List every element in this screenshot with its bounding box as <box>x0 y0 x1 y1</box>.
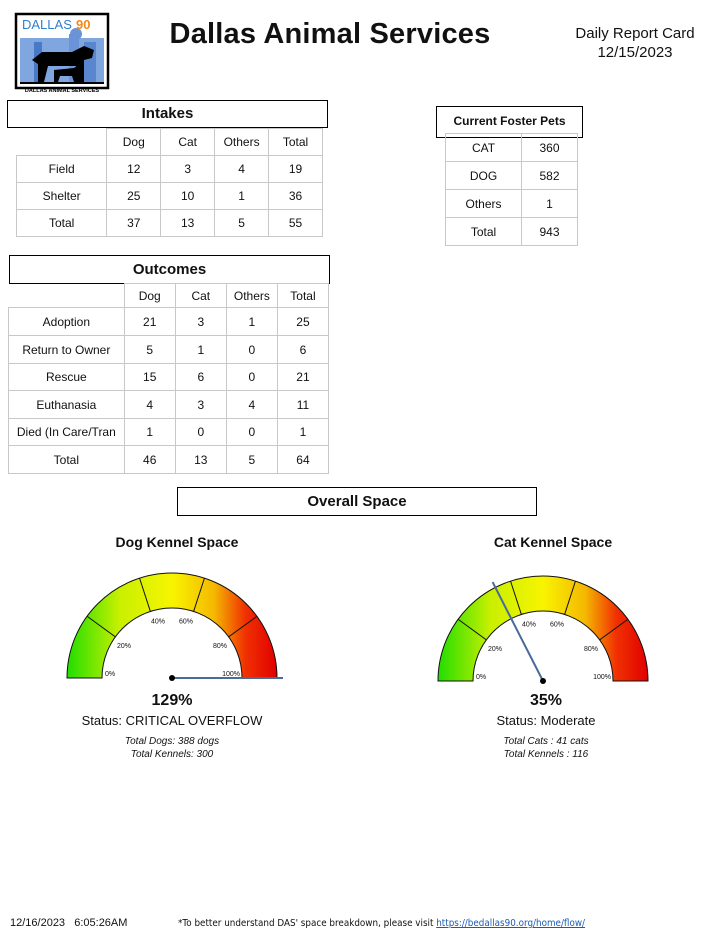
cell: 0 <box>226 419 277 446</box>
dog-percent: 129% <box>151 692 193 709</box>
logo-90-text: 90 <box>76 17 91 32</box>
row-label: Died (In Care/Tran <box>9 419 125 446</box>
gauge-tick-label: 80% <box>212 643 228 651</box>
table-row <box>9 446 329 474</box>
table-row <box>9 364 329 391</box>
header-blank <box>9 284 125 308</box>
cell: 943 <box>522 218 578 246</box>
row-label: Adoption <box>9 308 125 336</box>
table-row <box>17 210 323 237</box>
cell: 5 <box>226 446 277 474</box>
gauge-tick-label: 40% <box>150 618 166 626</box>
dog-kennel-title: Dog Kennel Space <box>115 534 239 550</box>
gauge-tick-label: 0% <box>105 671 116 678</box>
cell: 1 <box>124 419 175 446</box>
col-header: Others <box>215 129 269 156</box>
foster-title: Current Foster Pets <box>436 106 583 138</box>
cell: 3 <box>175 308 226 336</box>
outcomes-title: Outcomes <box>9 255 330 284</box>
cat-percent: 35% <box>529 692 563 709</box>
overall-space-title: Overall Space <box>177 487 537 516</box>
dog-status: Status: CRITICAL OVERFLOW <box>81 713 263 728</box>
table-row <box>9 308 329 336</box>
logo-dallas-text: DALLAS <box>22 17 72 32</box>
cat-kennel-gauge <box>431 568 661 693</box>
gauge-tick-label: 20% <box>487 646 503 654</box>
cell: 4 <box>226 391 277 419</box>
cat-total: Total Cats : 41 cats <box>503 736 589 747</box>
cell: 21 <box>277 364 328 391</box>
row-label: DOG <box>446 162 522 190</box>
cell: 0 <box>175 419 226 446</box>
gauge-band <box>438 576 648 681</box>
cell: 1 <box>277 419 328 446</box>
dog-meta <box>72 735 272 761</box>
col-header: Dog <box>107 129 161 156</box>
cell: 25 <box>107 183 161 210</box>
table-row <box>446 190 578 218</box>
cat-meta <box>446 735 646 761</box>
col-header: Dog <box>124 284 175 308</box>
row-label: Others <box>446 190 522 218</box>
cell: 10 <box>161 183 215 210</box>
row-label: Total <box>9 446 125 474</box>
table-row <box>17 183 323 210</box>
row-label: Rescue <box>9 364 125 391</box>
generated-timestamp: 12/16/2023 6:05:26AM <box>10 917 128 929</box>
table-row <box>9 336 329 364</box>
cell: 582 <box>522 162 578 190</box>
outcomes-table <box>8 283 329 474</box>
cell: 4 <box>124 391 175 419</box>
cell: 64 <box>277 446 328 474</box>
row-label: Return to Owner <box>9 336 125 364</box>
gauge-tick-label: 20% <box>116 643 132 651</box>
cell: 6 <box>175 364 226 391</box>
cell: 12 <box>107 156 161 183</box>
foster-table <box>445 133 578 246</box>
cell: 1 <box>215 183 269 210</box>
cell: 25 <box>277 308 328 336</box>
table-row <box>446 162 578 190</box>
report-header <box>560 24 710 62</box>
report-label: Daily Report Card <box>575 25 695 42</box>
cat-status: Status: Moderate <box>496 713 596 728</box>
cell: 5 <box>215 210 269 237</box>
logo-caption: DALLAS ANIMAL SERVICES <box>24 88 100 92</box>
page-title: Dallas Animal Services <box>169 18 491 50</box>
cell: 46 <box>124 446 175 474</box>
cat-kennels: Total Kennels : 116 <box>503 749 589 760</box>
dallas90-logo <box>14 12 110 92</box>
gauge-tick-label: 80% <box>583 646 599 654</box>
cell: 4 <box>215 156 269 183</box>
cell: 3 <box>161 156 215 183</box>
col-header: Total <box>269 129 323 156</box>
table-row <box>446 134 578 162</box>
gauge-hub <box>169 675 175 681</box>
row-label: Field <box>17 156 107 183</box>
col-header: Cat <box>161 129 215 156</box>
gauge-tick-label: 40% <box>521 621 537 629</box>
cell: 5 <box>124 336 175 364</box>
col-header: Total <box>277 284 328 308</box>
cell: 1 <box>175 336 226 364</box>
footer-note-text: *To better understand DAS' space breakdown, please visit <box>178 918 437 929</box>
footer-note <box>178 918 585 929</box>
row-label: Total <box>446 218 522 246</box>
gauge-tick-label: 100% <box>593 674 611 681</box>
gauge-tick-label: 0% <box>476 674 487 681</box>
intakes-table <box>16 128 323 237</box>
gauge-tick-label: 60% <box>549 621 565 629</box>
gauge-tick-label: 60% <box>178 618 194 626</box>
table-row <box>9 391 329 419</box>
cell: 15 <box>124 364 175 391</box>
cell: 55 <box>269 210 323 237</box>
cell: 0 <box>226 336 277 364</box>
cell: 11 <box>277 391 328 419</box>
cell: 360 <box>522 134 578 162</box>
flow-link[interactable]: https://bedallas90.org/home/flow/ <box>436 918 586 929</box>
dog-kennel-gauge <box>60 565 290 690</box>
row-label: Euthanasia <box>9 391 125 419</box>
row-label: Shelter <box>17 183 107 210</box>
cell: 0 <box>226 364 277 391</box>
cell: 1 <box>226 308 277 336</box>
table-row <box>446 218 578 246</box>
col-header: Cat <box>175 284 226 308</box>
row-label: CAT <box>446 134 522 162</box>
cell: 13 <box>175 446 226 474</box>
col-header: Others <box>226 284 277 308</box>
table-row <box>9 419 329 446</box>
cell: 37 <box>107 210 161 237</box>
cell: 6 <box>277 336 328 364</box>
header-blank <box>17 129 107 156</box>
cell: 3 <box>175 391 226 419</box>
cell: 19 <box>269 156 323 183</box>
cell: 36 <box>269 183 323 210</box>
intakes-title: Intakes <box>7 100 328 128</box>
dog-kennels: Total Kennels: 300 <box>130 749 214 760</box>
gauge-band <box>67 573 277 678</box>
cell: 1 <box>522 190 578 218</box>
cell: 21 <box>124 308 175 336</box>
row-label: Total <box>17 210 107 237</box>
gauge-tick-label: 100% <box>222 671 240 678</box>
table-row <box>17 156 323 183</box>
dog-total: Total Dogs: 388 dogs <box>124 736 220 747</box>
cat-kennel-title: Cat Kennel Space <box>493 534 613 550</box>
gauge-hub <box>540 678 546 684</box>
cell: 13 <box>161 210 215 237</box>
report-date: 12/15/2023 <box>597 44 673 61</box>
